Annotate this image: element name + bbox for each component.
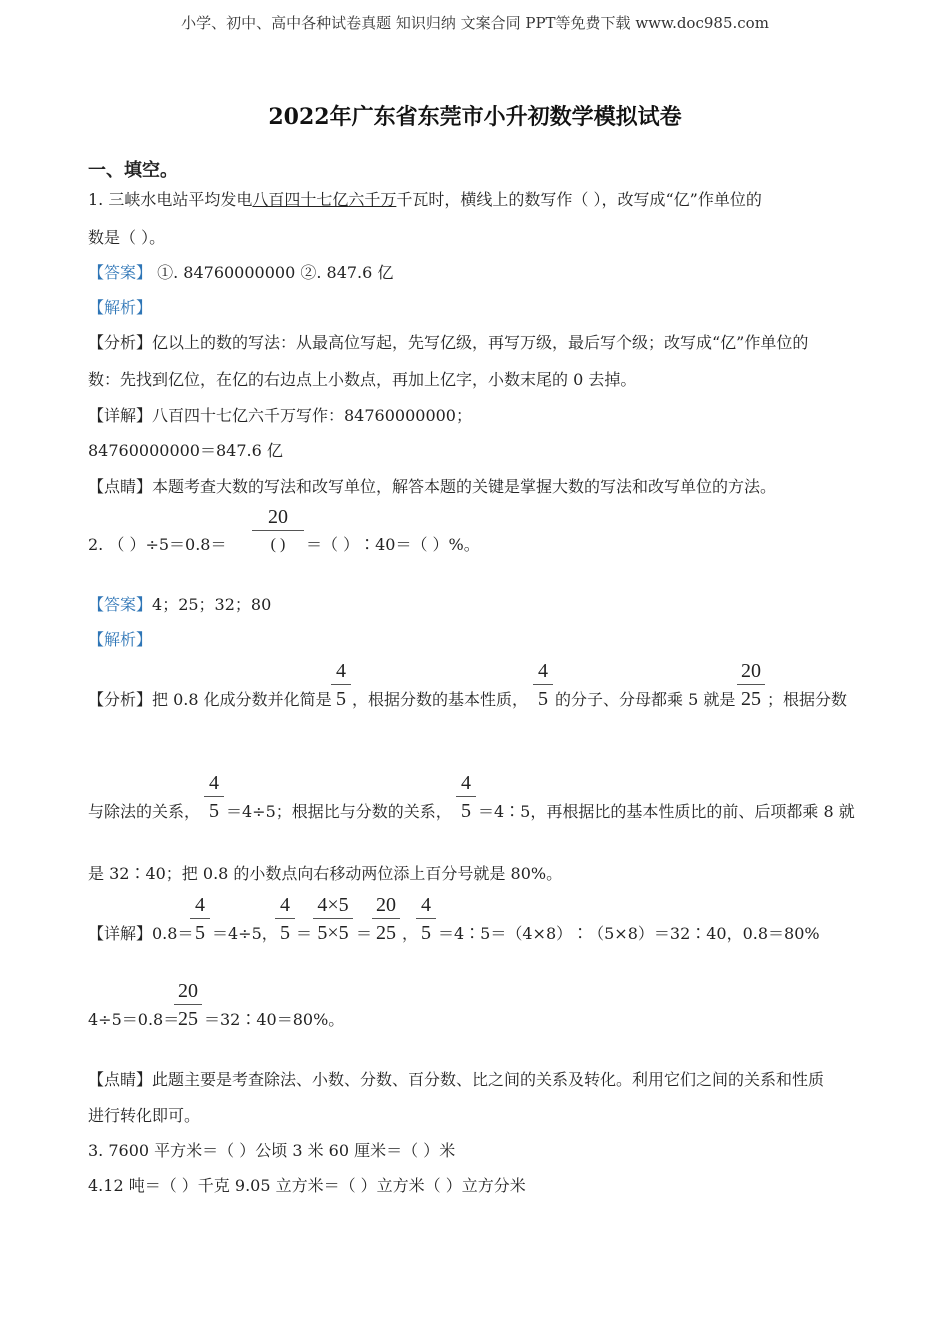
analysis-tag: 【解析】 <box>88 298 153 317</box>
fraction-denominator: 25 <box>741 688 761 710</box>
fraction-denominator: 5 <box>195 922 205 944</box>
fraction-numerator: 4 <box>280 894 290 916</box>
q1-detail-line1: 【详解】八百四十七亿六千万写作：84760000000； <box>88 406 472 425</box>
q2-text-a: 2. （ ）÷5＝0.8＝ <box>88 535 227 554</box>
fraction-4-5 <box>533 660 553 710</box>
fraction-4x5-5x5 <box>313 894 353 944</box>
fraction-numerator: 20 <box>376 894 396 916</box>
fraction-bar <box>331 684 351 685</box>
fraction-bar <box>252 530 304 531</box>
q2-analysis-a: 【分析】把 0.8 化成分数并化简是 <box>88 690 332 709</box>
q1-analysis-line1: 【分析】亿以上的数的写法：从最高位写起，先写亿级，再写万级，最后写个级；改写成“亿”作单位的 <box>88 333 809 352</box>
analysis-tag: 【解析】 <box>88 630 153 649</box>
fraction-4-5 <box>331 660 351 710</box>
fraction-numerator: 20 <box>178 980 198 1002</box>
q1-text-post: 千瓦时，横线上的数写作（ ），改写成“亿”作单位的 <box>396 190 762 209</box>
answer-text: ①. 84760000000 ②. 847.6 亿 <box>152 263 394 282</box>
fraction-numerator: 4 <box>336 660 346 682</box>
q2-analysis2-b: ＝4÷5；根据比与分数的关系， <box>226 802 452 821</box>
fraction-bar <box>533 684 553 685</box>
q2-detail-e: ， <box>402 924 419 943</box>
page-header: 小学、初中、高中各种试卷真题 知识归纳 文案合同 PPT等免费下载 www.doc985.com <box>181 14 769 32</box>
fraction-bar <box>416 918 436 919</box>
q2-analysis-c: 的分子、分母都乘 5 就是 <box>555 690 736 709</box>
fraction-bar <box>456 796 476 797</box>
fraction-numerator: 20 <box>268 506 288 528</box>
fraction-denominator: 5 <box>538 688 548 710</box>
q2-comment-line1: 【点睛】此题主要是考查除法、小数、分数、百分数、比之间的关系及转化。利用它们之间的关系和性质 <box>88 1070 825 1089</box>
fraction-bar <box>275 918 295 919</box>
fraction-20-25 <box>372 894 400 944</box>
q1-answer <box>88 263 393 283</box>
fraction-bar <box>190 918 210 919</box>
page-title: 2022年广东省东莞市小升初数学模拟试卷 <box>268 104 682 130</box>
fraction-denominator: 5×5 <box>317 922 349 944</box>
q2-detail-a: 【详解】0.8＝ <box>88 924 194 943</box>
fraction-20-25 <box>737 660 765 710</box>
fraction-denominator: 5 <box>280 922 290 944</box>
q2-answer <box>88 595 271 615</box>
fraction-denominator: 5 <box>461 800 471 822</box>
answer-tag: 【答案】 <box>88 263 153 282</box>
fraction-4-5 <box>190 894 210 944</box>
q1-detail-line2: 84760000000＝847.6 亿 <box>88 441 283 460</box>
section-heading: 一、填空。 <box>88 160 178 181</box>
q2-analysis-d: ；根据分数 <box>767 690 848 709</box>
fraction-numerator: 4 <box>461 772 471 794</box>
fraction-numerator: 4 <box>209 772 219 794</box>
fraction-20-25 <box>174 980 202 1030</box>
fraction-4-5 <box>275 894 295 944</box>
q2-detail2-b: ＝32∶40＝80%。 <box>204 1010 345 1029</box>
fraction-denominator: 25 <box>376 922 396 944</box>
q2-detail-f: ＝4∶5＝（4×8）∶（5×8）＝32∶40，0.8＝80% <box>438 924 820 943</box>
q2-detail-d: ＝ <box>356 924 373 943</box>
q2-text-b: ＝（ ）∶40＝（ ）%。 <box>306 535 480 554</box>
fraction-bar <box>372 918 400 919</box>
fraction-bar <box>174 1004 202 1005</box>
fraction-denominator: 5 <box>421 922 431 944</box>
fraction-numerator: 4 <box>421 894 431 916</box>
fraction-denominator: 5 <box>209 800 219 822</box>
q1-underlined-number: 八百四十七亿六千万 <box>252 190 397 209</box>
answer-text: 4；25；32；80 <box>152 595 272 614</box>
fraction-numerator: 4 <box>195 894 205 916</box>
fraction-denominator: 5 <box>336 688 346 710</box>
fraction-4-5 <box>416 894 436 944</box>
fraction-numerator: 20 <box>741 660 761 682</box>
q2-detail-b: ＝4÷5， <box>212 924 278 943</box>
q1-text-pre: 1. 三峡水电站平均发电 <box>88 190 253 209</box>
fraction-numerator: 4×5 <box>317 894 349 916</box>
q3-line: 3. 7600 平方米＝（ ）公顷 3 米 60 厘米＝（ ）米 <box>88 1141 456 1160</box>
q2-fraction <box>252 506 304 556</box>
q4-line: 4.12 吨＝（ ）千克 9.05 立方米＝（ ）立方米（ ）立方分米 <box>88 1176 526 1195</box>
fraction-numerator: 4 <box>538 660 548 682</box>
q1-analysis-line2: 数：先找到亿位，在亿的右边点上小数点，再加上亿字，小数末尾的 0 去掉。 <box>88 370 637 389</box>
fraction-4-5 <box>204 772 224 822</box>
fraction-4-5 <box>456 772 476 822</box>
q1-comment: 【点睛】本题考查大数的写法和改写单位，解答本题的关键是掌握大数的写法和改写单位的方法。 <box>88 477 777 496</box>
q2-analysis-b: ，根据分数的基本性质， <box>352 690 529 709</box>
q2-detail-c: ＝ <box>296 924 313 943</box>
q1-line2: 数是（ ）。 <box>88 228 166 247</box>
fraction-bar <box>737 684 765 685</box>
q2-detail2-a: 4÷5＝0.8＝ <box>88 1010 180 1029</box>
fraction-bar <box>204 796 224 797</box>
q2-analysis2-a: 与除法的关系， <box>88 802 201 821</box>
q2-analysis-line3: 是 32∶40；把 0.8 的小数点向右移动两位添上百分号就是 80%。 <box>88 864 563 883</box>
fraction-denominator: 25 <box>178 1008 198 1030</box>
answer-tag: 【答案】 <box>88 595 153 614</box>
q2-comment-line2: 进行转化即可。 <box>88 1106 201 1125</box>
q1-line1 <box>88 190 762 210</box>
q2-analysis2-c: ＝4∶5，再根据比的基本性质比的前、后项都乘 8 就 <box>478 802 855 821</box>
fraction-bar <box>313 918 353 919</box>
fraction-denominator: ( ) <box>270 536 286 553</box>
